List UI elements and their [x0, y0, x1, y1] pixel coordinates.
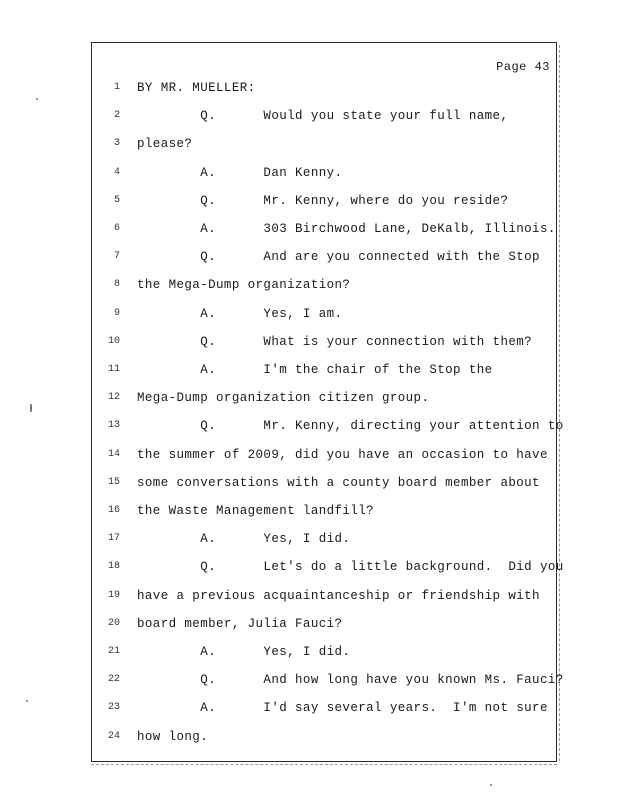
- scan-speck: [490, 784, 492, 786]
- page-number: Page 43: [496, 60, 550, 74]
- transcript-line: [0, 389, 618, 407]
- transcript-line: [0, 361, 618, 379]
- transcript-line: [0, 192, 618, 210]
- line-number: 19: [107, 589, 120, 601]
- page-bottom-rule: [91, 764, 557, 765]
- transcript-line: [0, 220, 618, 238]
- transcript-line: [0, 643, 618, 661]
- line-text: Q. Let's do a little background. Did you: [137, 560, 564, 575]
- line-text: the Waste Management landfill?: [137, 504, 375, 518]
- transcript-line: [0, 446, 618, 464]
- line-text: A. I'd say several years. I'm not sure: [137, 701, 548, 716]
- line-number: 2: [113, 110, 120, 122]
- line-number: 5: [113, 194, 120, 206]
- line-text: some conversations with a county board member about: [137, 475, 540, 490]
- line-number: 11: [107, 364, 120, 375]
- line-number: 15: [107, 476, 120, 488]
- line-number: 17: [107, 533, 120, 545]
- line-number: 20: [107, 617, 120, 629]
- scan-speck: [26, 700, 28, 702]
- line-text: A. Yes, I did.: [137, 645, 351, 659]
- scan-speck: [36, 98, 38, 100]
- line-text: A. 303 Birchwood Lane, DeKalb, Illinois.: [137, 222, 556, 236]
- transcript-line: [0, 699, 618, 717]
- transcript-line: [0, 107, 618, 125]
- transcript-line: [0, 502, 618, 520]
- line-number: 14: [107, 448, 120, 460]
- line-text: BY MR. MUELLER:: [137, 81, 256, 95]
- line-text: have a previous acquaintanceship or friendship with: [137, 588, 540, 603]
- line-text: Q. Mr. Kenny, directing your attention to: [137, 419, 564, 434]
- line-number: 9: [113, 307, 120, 319]
- line-text: Q. Mr. Kenny, where do you reside?: [137, 193, 509, 208]
- line-text: Q. And are you connected with the Stop: [137, 250, 540, 265]
- line-number: 10: [107, 335, 120, 347]
- transcript-line: [0, 728, 618, 746]
- line-number: 13: [107, 420, 120, 432]
- line-text: the Mega-Dump organization?: [137, 278, 351, 293]
- transcript-line: [0, 333, 618, 351]
- line-text: board member, Julia Fauci?: [137, 616, 343, 631]
- line-number: 21: [107, 646, 120, 657]
- line-number: 1: [113, 82, 120, 93]
- line-text: A. Dan Kenny.: [137, 165, 343, 180]
- line-number: 4: [113, 166, 120, 178]
- transcript-line: [0, 671, 618, 689]
- line-text: Q. And how long have you known Ms. Fauci?: [137, 673, 564, 688]
- line-text: A. I'm the chair of the Stop the: [137, 363, 493, 377]
- transcript-line: [0, 79, 618, 97]
- line-number: 8: [113, 279, 120, 291]
- transcript-line: [0, 276, 618, 294]
- transcript-line: [0, 558, 618, 576]
- line-number: 18: [107, 561, 120, 573]
- transcript-line: [0, 164, 618, 182]
- transcript-line: [0, 587, 618, 605]
- line-number: 6: [113, 223, 120, 234]
- transcript-line: [0, 417, 618, 435]
- line-text: how long.: [137, 729, 209, 744]
- line-text: Q. Would you state your full name,: [137, 109, 509, 124]
- line-text: the summer of 2009, did you have an occasion to have: [137, 447, 548, 462]
- line-text: A. Yes, I am.: [137, 306, 343, 321]
- line-number: 23: [107, 702, 120, 714]
- line-number: 3: [113, 138, 120, 150]
- line-text: Q. What is your connection with them?: [137, 334, 533, 349]
- transcript-line: [0, 135, 618, 153]
- line-number: 24: [107, 730, 120, 742]
- transcript-line: [0, 305, 618, 323]
- line-number: 16: [107, 505, 120, 516]
- scan-speck: [30, 404, 32, 412]
- line-number: 22: [107, 674, 120, 686]
- line-number: 7: [113, 251, 120, 263]
- transcript-line: [0, 530, 618, 548]
- line-text: A. Yes, I did.: [137, 532, 351, 547]
- line-number: 12: [107, 392, 120, 404]
- transcript-line: [0, 474, 618, 492]
- transcript-line: [0, 615, 618, 633]
- line-text: please?: [137, 137, 193, 152]
- line-text: Mega-Dump organization citizen group.: [137, 391, 430, 406]
- transcript-line: [0, 248, 618, 266]
